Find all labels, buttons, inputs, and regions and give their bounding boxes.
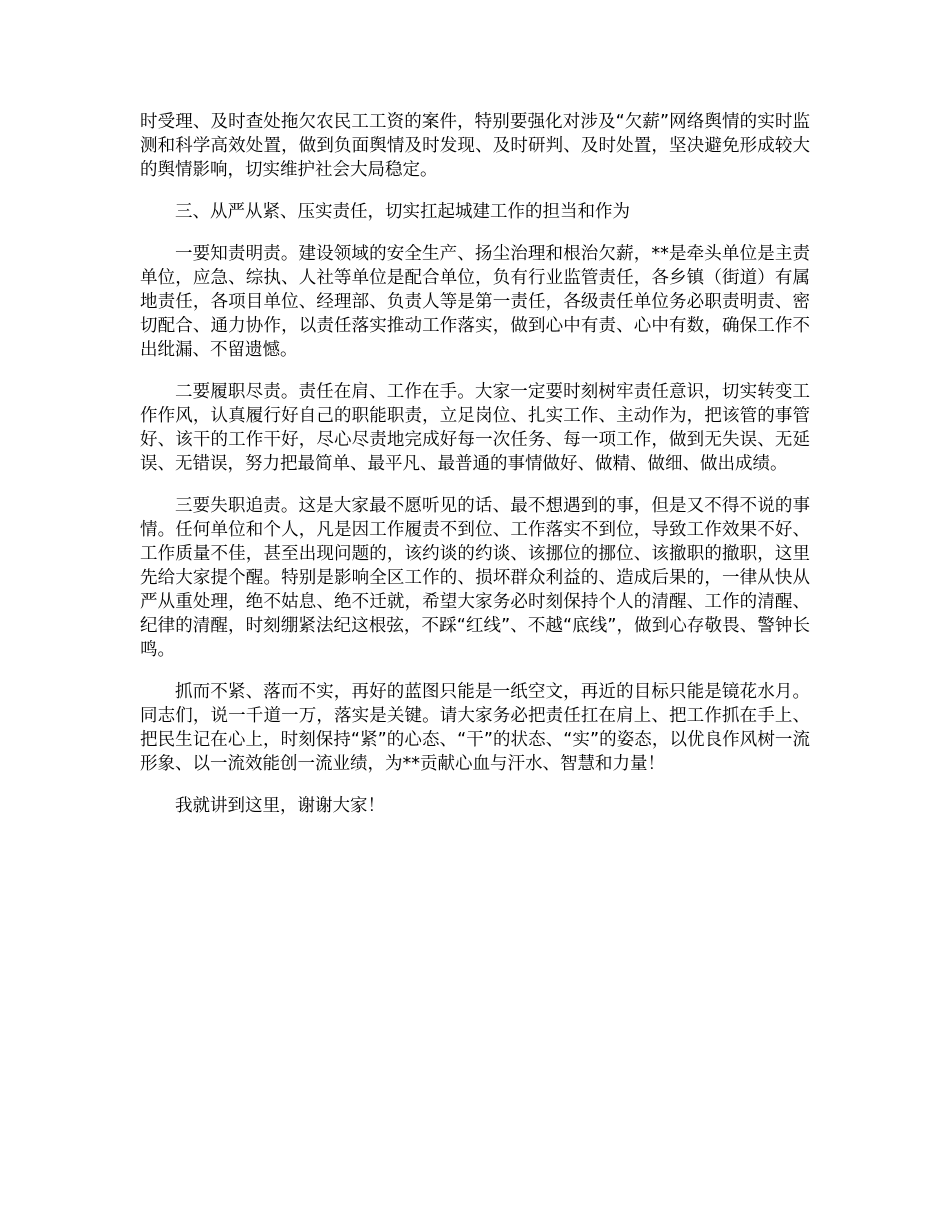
paragraph-accountability: 三要失职追责。这是大家最不愿听见的话、最不想遇到的事，但是又不得不说的事情。任何单位和个人，凡是因工作履责不到位、工作落实不到位，导致工作效果不好、工作质量不佳，甚至出现问题的，该约谈的约谈、该挪位的挪位、该撤职的撤职，这里先给大家提个醒。特别是影响全区工作的、损坏群众利益的、造成后果的，一律从快从严从重处理，绝不姑息、绝不迁就，希望大家务必时刻保持个人的清醒、工作的清醒、纪律的清醒，时刻绷紧法纪这根弦，不踩“红线”、不越“底线”，做到心存敬畏、警钟长鸣。 bbox=[140, 496, 810, 660]
paragraph-continuation: 时受理、及时查处拖欠农民工工资的案件，特别要强化对涉及“欠薪”网络舆情的实时监测和科学高效处置，做到负面舆情及时发现、及时研判、及时处置，坚决避免形成较大的舆情影响，切实维护社会大局稳定。 bbox=[140, 112, 810, 180]
paragraph-closing: 我就讲到这里，谢谢大家！ bbox=[175, 796, 385, 816]
document-body bbox=[140, 110, 810, 836]
paragraph-implementation: 抓而不紧、落而不实，再好的蓝图只能是一纸空文，再近的目标只能是镜花水月。同志们，说一千道一万，落实是关键。请大家务必把责任扛在肩上、把工作抓在手上、把民生记在心上，时刻保持“紧”的心态、“干”的状态、“实”的姿态，以优良作风树一流形象、以一流效能创一流业绩，为**贡献心血与汗水、智慧和力量！ bbox=[140, 682, 810, 774]
paragraph-fulfill-duty: 二要履职尽责。责任在肩、工作在手。大家一定要时刻树牢责任意识，切实转变工作作风，认真履行好自己的职能职责，立足岗位、扎实工作、主动作为，把该管的事管好、该干的工作干好，尽心尽责地完成好每一次任务、每一项工作，做到无失误、无延误、无错误，努力把最简单、最平凡、最普通的事情做好、做精、做细、做出成绩。 bbox=[140, 382, 810, 474]
section-heading: 三、从严从紧、压实责任，切实扛起城建工作的担当和作为 bbox=[175, 202, 630, 222]
paragraph-know-duty: 一要知责明责。建设领域的安全生产、扬尘治理和根治欠薪，**是牵头单位是主责单位，应急、综执、人社等单位是配合单位，负有行业监管责任，各乡镇（街道）有属地责任，各项目单位、经理部、负责人等是第一责任，各级责任单位务必职责明责、密切配合、通力协作，以责任落实推动工作落实，做到心中有责、心中有数，确保工作不出纰漏、不留遗憾。 bbox=[140, 244, 810, 360]
